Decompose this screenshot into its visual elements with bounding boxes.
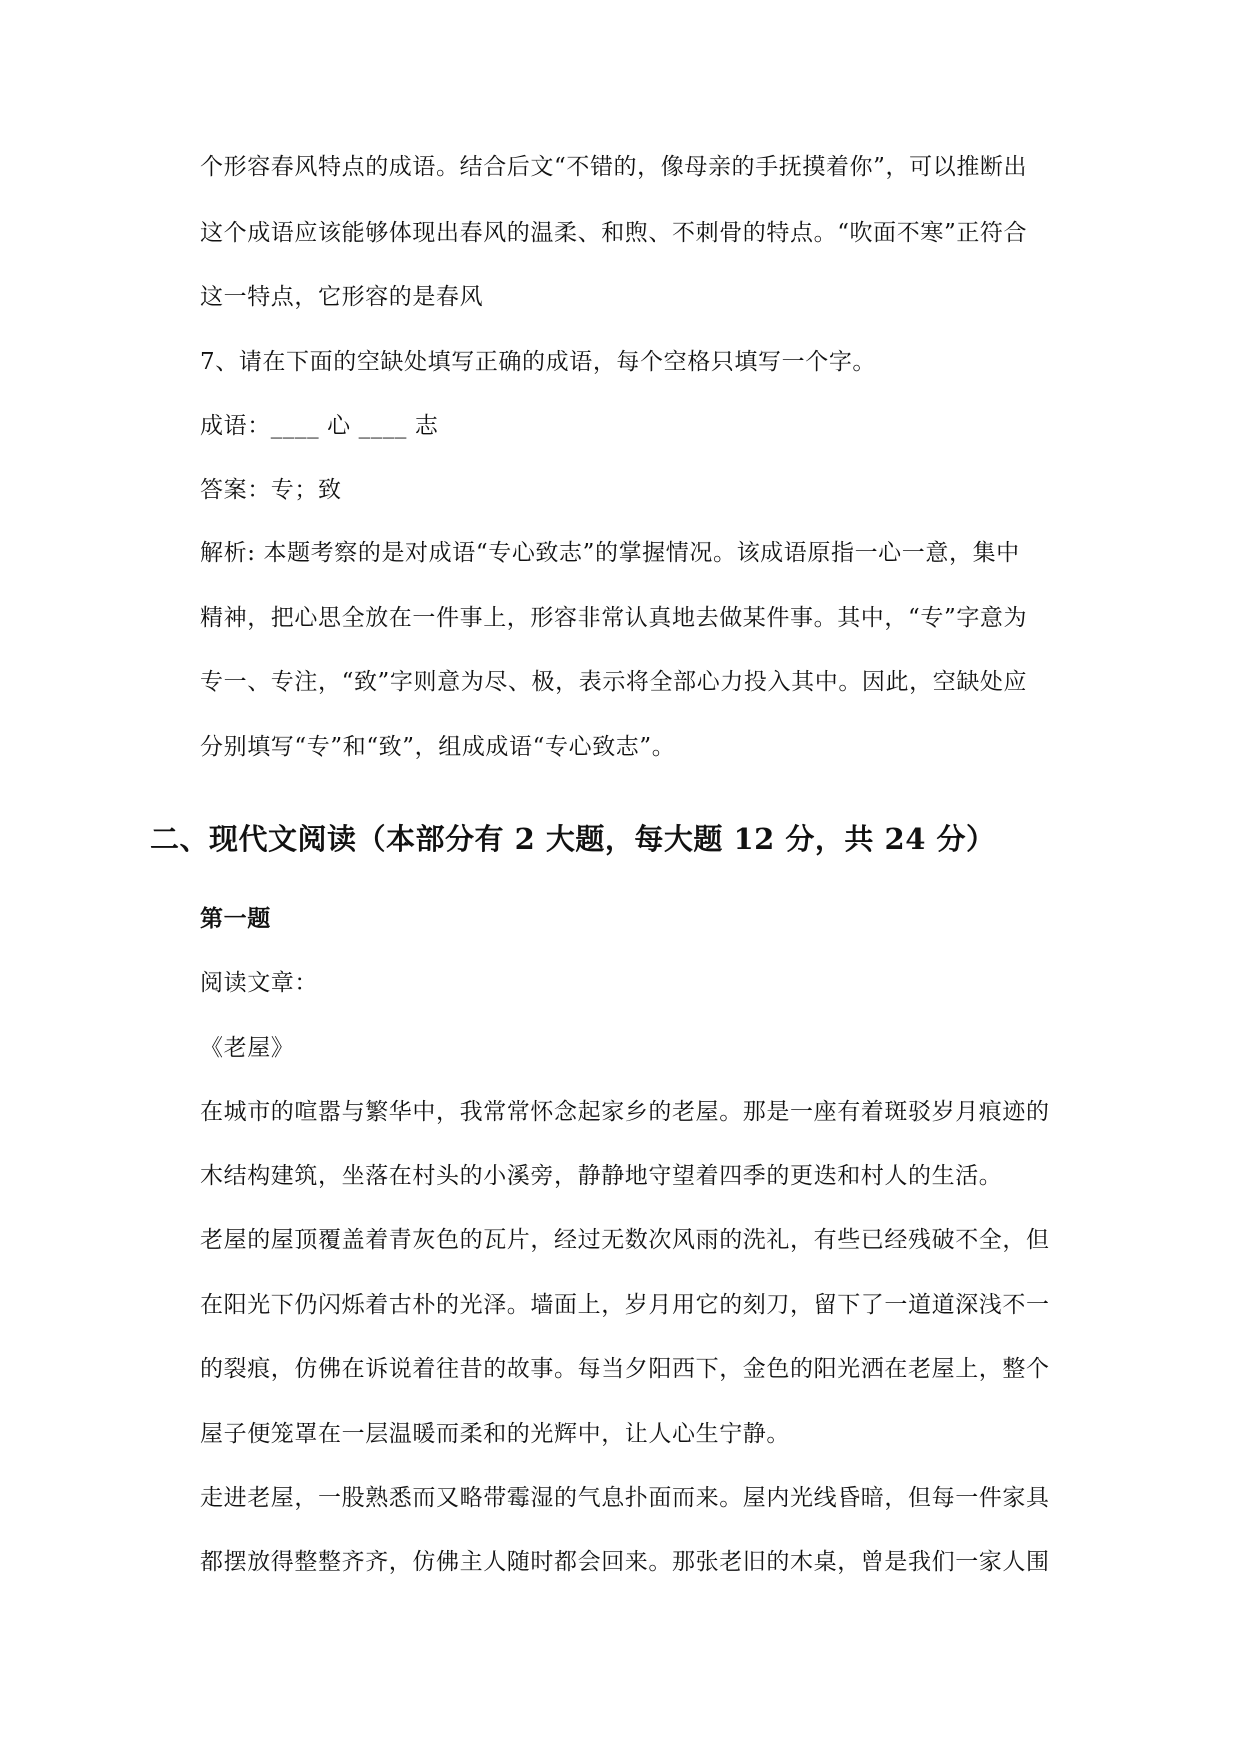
- article-line-2: 木结构建筑，坐落在村头的小溪旁，静静地守望着四季的更迭和村人的生活。: [200, 1163, 1003, 1189]
- article-line-7: 走进老屋，一股熟悉而又略带霉湿的气息扑面而来。屋内光线昏暗，但每一件家具: [200, 1485, 1050, 1511]
- article-line-8: 都摆放得整整齐齐，仿佛主人随时都会回来。那张老旧的木桌，曾是我们一家人围: [200, 1549, 1050, 1575]
- read-article-label: 阅读文章：: [200, 970, 318, 996]
- analysis-continuation-line-2: 这个成语应该能够体现出春风的温柔、和煦、不刺骨的特点。“吹面不寒”正符合: [200, 220, 1028, 246]
- analysis-continuation-line-3: 这一特点，它形容的是春风: [200, 284, 484, 310]
- article-line-3: 老屋的屋顶覆盖着青灰色的瓦片，经过无数次风雨的洗礼，有些已经残破不全，但: [200, 1227, 1050, 1253]
- article-line-6: 屋子便笼罩在一层温暖而柔和的光辉中，让人心生宁静。: [200, 1421, 790, 1447]
- article-line-5: 的裂痕，仿佛在诉说着往昔的故事。每当夕阳西下，金色的阳光洒在老屋上，整个: [200, 1356, 1050, 1382]
- question-7-answer: 答案：专；致: [200, 477, 342, 503]
- question-7-analysis-line-4: 分别填写“专”和“致”，组成成语“专心致志”。: [200, 734, 676, 760]
- question-1-title: 第一题: [200, 905, 271, 932]
- analysis-continuation-line-1: 个形容春风特点的成语。结合后文“不错的，像母亲的手抚摸着你”，可以推断出: [200, 154, 1028, 180]
- question-7-analysis-line-2: 精神，把心思全放在一件事上，形容非常认真地去做某件事。其中，“专”字意为: [200, 605, 1028, 631]
- article-line-1: 在城市的喧嚣与繁华中，我常常怀念起家乡的老屋。那是一座有着斑驳岁月痕迹的: [200, 1099, 1050, 1125]
- question-7-analysis-line-1: 解析: 本题考察的是对成语“专心致志”的掌握情况。该成语原指一心一意，集中: [200, 540, 1020, 566]
- question-7-prompt: 7、请在下面的空缺处填写正确的成语，每个空格只填写一个字。: [200, 349, 877, 375]
- section-2-heading: 二、现代文阅读（本部分有 2 大题，每大题 12 分，共 24 分）: [150, 822, 996, 856]
- question-7-idiom-blanks: 成语：____ 心 ____ 志: [200, 413, 439, 439]
- article-line-4: 在阳光下仍闪烁着古朴的光泽。墙面上，岁月用它的刻刀，留下了一道道深浅不一: [200, 1292, 1050, 1318]
- question-7-analysis-line-3: 专一、专注，“致”字则意为尽、极，表示将全部心力投入其中。因此，空缺处应: [200, 669, 1028, 695]
- article-title: 《老屋》: [200, 1035, 295, 1061]
